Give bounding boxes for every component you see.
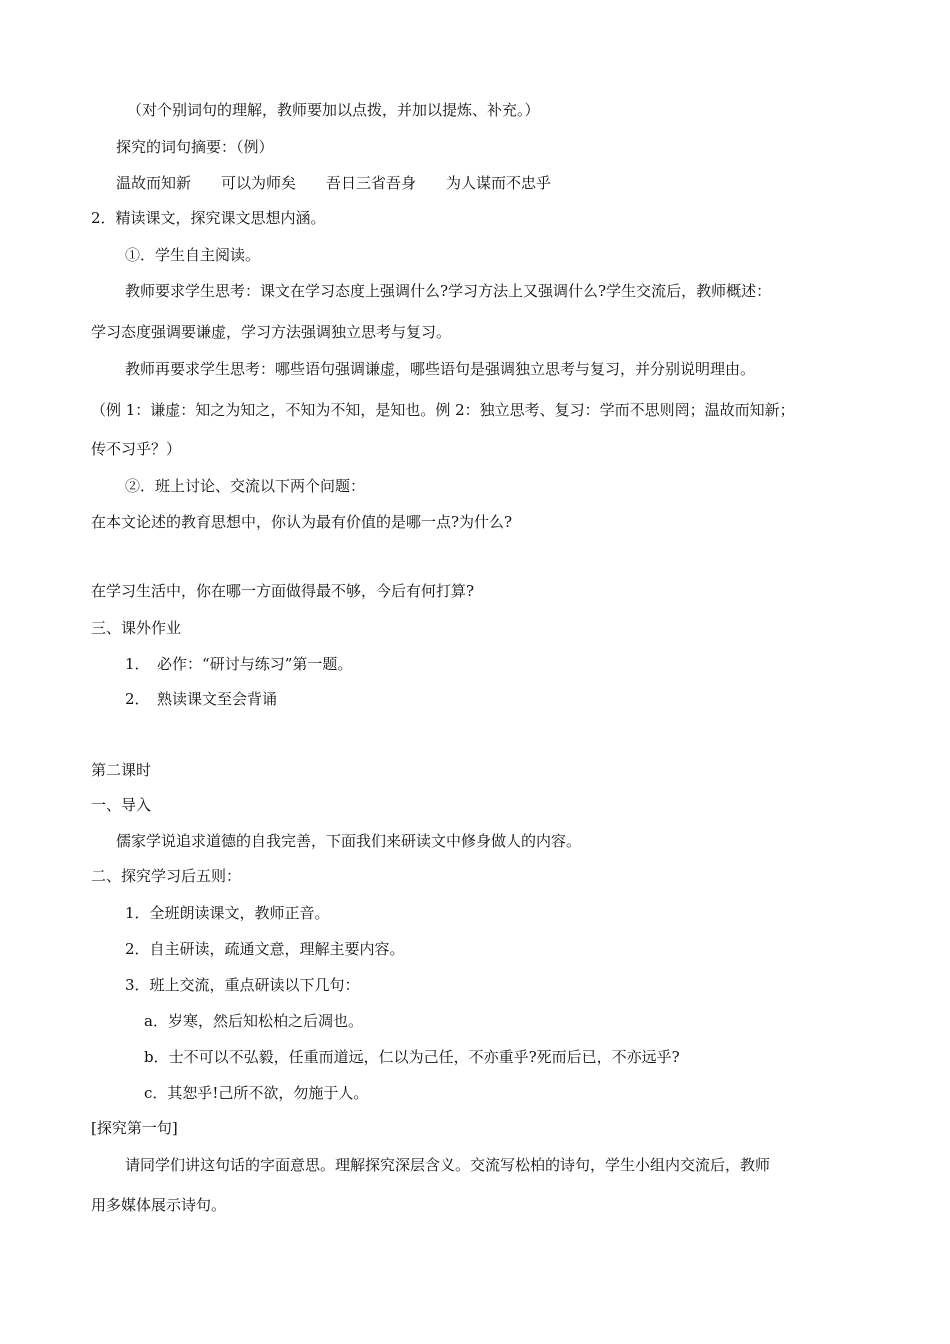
text-line: 儒家学说追求道德的自我完善，下面我们来研读文中修身做人的内容。 — [116, 832, 582, 850]
text-line: 在本文论述的教育思想中，你认为最有价值的是哪一点?为什么? — [91, 513, 513, 531]
text-line: 学习态度强调要谦虚，学习方法强调独立思考与复习。 — [91, 323, 452, 341]
section-heading: 第二课时 — [91, 761, 152, 779]
section-heading: 二、探究学习后五则： — [91, 867, 242, 885]
text-line: 2．自主研读，疏通文意，理解主要内容。 — [125, 940, 405, 958]
text-line: 2．精读课文，探究课文思想内涵。 — [91, 209, 326, 227]
text-line: 3．班上交流，重点研读以下几句： — [125, 976, 360, 994]
text-line: （对个别词句的理解，教师要加以点拨，并加以提炼、补充。） — [127, 101, 540, 119]
text-line: 1． 必作：“研讨与练习”第一题。 — [125, 655, 353, 673]
text-line: c．其恕乎!己所不欲，勿施于人。 — [144, 1084, 369, 1102]
text-line: 温故而知新 可以为师矣 吾日三省吾身 为人谋而不忠乎 — [116, 174, 552, 192]
text-line: 探究的词句摘要：（例） — [116, 138, 274, 156]
text-line: （例 1：谦虚：知之为知之，不知为不知，是知也。例 2：独立思考、复习：学而不思则罔；温故而知新； — [91, 401, 795, 419]
text-line: ①．学生自主阅读。 — [125, 246, 261, 264]
text-line: 传不习乎？） — [91, 440, 182, 458]
text-line: 1．全班朗读课文，教师正音。 — [125, 904, 330, 922]
text-line: [探究第一句] — [91, 1119, 178, 1137]
text-line: b．士不可以不弘毅，任重而道远，仁以为己任，不亦重乎?死而后已，不亦远乎? — [144, 1048, 680, 1066]
text-line: 用多媒体展示诗句。 — [91, 1196, 227, 1214]
text-line: 请同学们讲这句话的字面意思。理解探究深层含义。交流写松柏的诗句，学生小组内交流后，教师 — [125, 1156, 771, 1174]
text-line: 2． 熟读课文至会背诵 — [125, 690, 278, 708]
section-heading: 一、导入 — [91, 796, 152, 814]
text-line: 在学习生活中，你在哪一方面做得最不够，今后有何打算? — [91, 582, 475, 600]
text-line: 教师再要求学生思考：哪些语句强调谦虚，哪些语句是强调独立思考与复习，并分别说明理由。 — [125, 360, 756, 378]
text-line: a．岁寒，然后知松柏之后凋也。 — [144, 1012, 363, 1030]
section-heading: 三、课外作业 — [91, 619, 182, 637]
text-line: 教师要求学生思考：课文在学习态度上强调什么?学习方法上又强调什么?学生交流后，教师概述： — [125, 282, 772, 300]
text-line: ②．班上讨论、交流以下两个问题： — [125, 477, 366, 495]
